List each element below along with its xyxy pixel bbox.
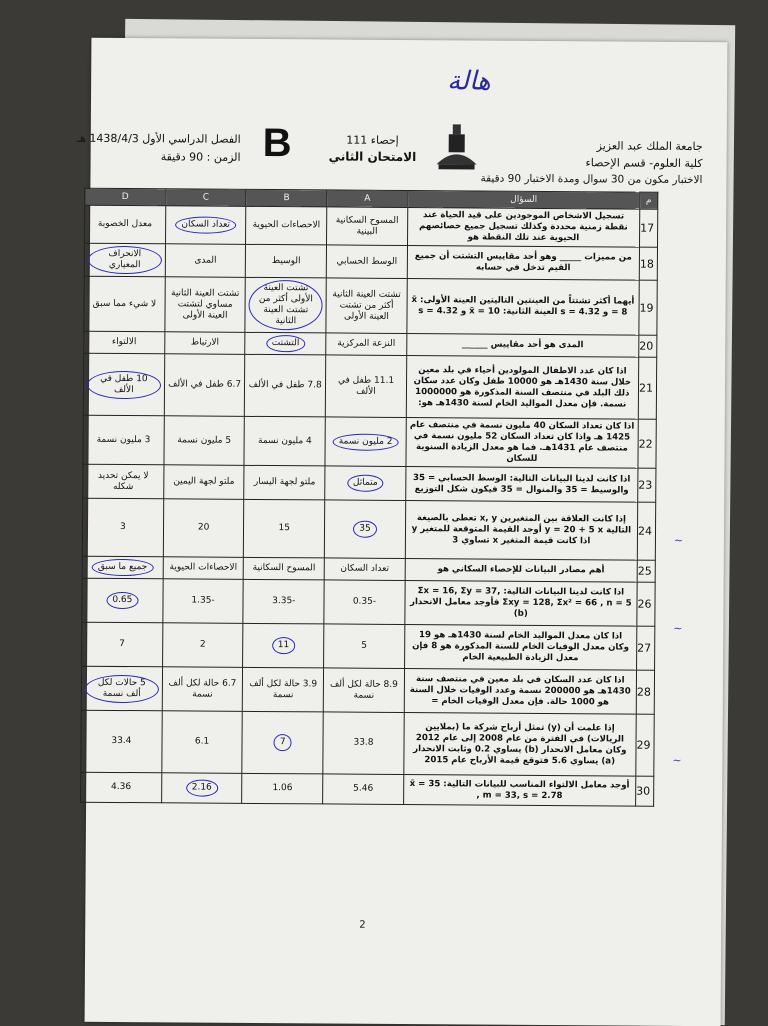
header-university	[586, 137, 703, 172]
option-c-text: -1.35	[191, 595, 215, 606]
option-c	[161, 773, 242, 804]
question-number-text: 23	[638, 478, 653, 492]
option-d-text: 10 طفل في الألف	[87, 370, 161, 399]
option-b	[246, 244, 327, 278]
option-b	[242, 773, 323, 804]
header-c: C	[165, 189, 246, 207]
option-a	[325, 417, 406, 467]
exam-sheet	[76, 38, 728, 1026]
option-a	[325, 355, 406, 418]
exam-instructions: الاختبار مكون من 30 سوال ومدة الاختبار 90 دقيقة	[480, 172, 703, 187]
option-d	[85, 205, 166, 244]
option-a	[323, 712, 404, 775]
option-d	[81, 772, 162, 803]
university-logo-icon	[435, 122, 479, 172]
option-a	[323, 668, 404, 713]
option-a-text: متماثل	[347, 475, 384, 492]
option-b-text: التشتت	[266, 335, 306, 352]
header-semester	[61, 130, 241, 167]
question-text	[405, 558, 637, 582]
option-b	[245, 277, 326, 333]
option-d-text: جميع ما سبق	[92, 559, 153, 576]
option-d	[84, 331, 165, 354]
option-c-text: 2	[199, 639, 206, 650]
question-number-text: 26	[637, 597, 652, 611]
option-b	[244, 499, 325, 558]
option-c	[164, 416, 245, 466]
option-d-text: الانحراف المعياري	[88, 246, 162, 275]
option-a	[323, 774, 404, 805]
question-number-text: 27	[637, 641, 652, 655]
option-c-text: 20	[197, 522, 210, 533]
option-c	[163, 499, 244, 558]
option-b	[242, 711, 323, 774]
option-c	[164, 354, 245, 417]
option-b-text: 15	[278, 523, 291, 534]
question-number	[638, 357, 657, 419]
option-d	[81, 666, 162, 711]
table-row	[81, 710, 654, 776]
option-c	[163, 557, 244, 580]
option-c	[162, 623, 243, 668]
option-b	[246, 206, 327, 245]
option-c	[164, 332, 245, 355]
question-number	[636, 714, 655, 776]
option-a-text: الوسط الحسابي	[336, 256, 398, 267]
option-b-text: -3.35	[272, 596, 296, 607]
option-c-text: المدى	[194, 255, 217, 266]
option-c	[165, 206, 246, 245]
table-row	[82, 578, 655, 626]
option-b-text: 7	[274, 734, 292, 751]
table-row	[83, 353, 656, 419]
option-b-text: تشتت العينة الأولى أكثر من تشتت العينة الثانية	[249, 280, 323, 331]
header-question: السؤال	[408, 191, 640, 210]
question-number	[636, 670, 654, 714]
option-d	[84, 243, 165, 277]
table-row	[85, 205, 658, 247]
header-course	[329, 131, 417, 166]
option-d	[84, 276, 165, 332]
option-b-text: 4 مليون نسمة	[257, 435, 312, 446]
university-name: جامعة الملك عبد العزيز	[596, 139, 703, 154]
option-d	[81, 710, 162, 773]
question-number-text: 25	[637, 564, 652, 578]
header-d: D	[85, 188, 166, 206]
question-text	[404, 668, 636, 714]
option-b-text: 11	[272, 637, 296, 654]
option-b	[245, 354, 326, 417]
option-d-text: 0.65	[106, 592, 138, 609]
question-text-text: المدى هو أحد مقاييس ______	[461, 339, 584, 351]
time-text: الزمن : 90 دقيقة	[160, 150, 241, 164]
option-c	[163, 465, 244, 500]
option-b	[245, 332, 326, 355]
table-row	[83, 464, 656, 502]
option-a-text: المسوح السكانية البينية	[335, 215, 399, 237]
option-a	[324, 558, 405, 581]
question-number	[637, 560, 655, 582]
option-c-text: تعداد السكان	[175, 216, 236, 233]
question-number	[637, 582, 655, 626]
exam-name: الامتحان الثاني	[328, 149, 417, 165]
question-number	[639, 209, 657, 247]
question-number	[638, 419, 656, 468]
option-b-text: 3.9 حالة لكل ألف نسمة	[249, 678, 318, 700]
question-text-text: اذا كانت لدينا البيانات التالية: Σx = 16, Σy = 37, Σxy = 128, Σx² = 66 , n = 5 فأوجد معامل الانحدار (b)	[410, 586, 632, 619]
question-text	[405, 500, 637, 560]
option-a	[327, 207, 408, 246]
table-row	[81, 666, 654, 714]
question-text	[406, 417, 638, 468]
option-b-text: الوسيط	[271, 255, 301, 266]
question-text-text: اذا كان عدد السكان في بلد معين في منتصف سنة 1430هـ هو 200000 نسمة وعدد الوفيات خلال السنة هو 1000 حالة. فإن معدل الوفيات الخام =	[409, 674, 631, 708]
option-a	[326, 333, 407, 356]
question-number-text: 29	[636, 738, 651, 752]
question-number	[639, 280, 658, 335]
question-number	[636, 626, 654, 670]
option-b	[243, 667, 324, 712]
question-text-text: تسجيل الاشخاص الموجودين على قيد الحياة عند نقطة زمنية محددة وكذلك تسجيل جميع خصائصهم الحيوية عند تلك النقطة هو	[419, 210, 628, 244]
questions-table	[80, 188, 658, 807]
question-number	[637, 502, 656, 560]
page-number: 2	[359, 919, 366, 931]
option-c	[165, 277, 246, 333]
option-a-text: تشتت العينة الثانية أكثر من تشتت العينة الأولى	[332, 288, 401, 322]
department-name: كلية العلوم- قسم الإحصاء	[585, 156, 703, 171]
option-a-text: 35	[353, 521, 377, 538]
question-number-text: 20	[639, 339, 654, 353]
option-d-text: معدل الخصوبة	[97, 218, 153, 230]
option-d-text: 5 حالات لكل ألف نسمة	[85, 674, 159, 703]
question-text-text: أهم مصادر البيانات للإحصاء السكاني هو	[437, 564, 605, 576]
question-text	[407, 208, 639, 248]
option-b	[244, 416, 325, 466]
option-c-text: 2.16	[186, 779, 218, 796]
option-d-text: 3 مليون نسمة	[96, 434, 151, 445]
question-number	[639, 335, 657, 357]
option-d-text: لا شيء مما سبق	[92, 298, 157, 309]
option-c	[165, 244, 246, 278]
option-d-text: 7	[119, 639, 125, 650]
question-number	[639, 247, 657, 280]
option-a	[326, 245, 407, 279]
table-row	[82, 622, 655, 670]
table-row	[83, 415, 656, 468]
option-d-text: لا يمكن تحديد شكله	[97, 470, 149, 492]
option-a-text: 5.46	[353, 783, 374, 794]
option-b	[244, 465, 325, 500]
question-text	[406, 355, 638, 419]
handwritten-margin-mark: ~	[673, 533, 684, 547]
question-number-text: 18	[639, 257, 654, 271]
question-text-text: إذا كانت العلاقة بين المتغيرين x, y تعطى بالصيغة التالية y = 20 + 5 x أوجد القيمة المتوقعة للمتغير y اذا كانت قيمة المتغير x تساوي 3	[411, 513, 632, 547]
course-name: إحصاء 111	[346, 133, 399, 147]
question-text	[405, 580, 637, 626]
header-num: م	[640, 192, 658, 209]
option-a	[325, 466, 406, 501]
option-b	[243, 579, 324, 624]
question-text-text: من مميزات _____ وهو أحد مقاييس التشتت أن جميع القيم تدخل في حسابه	[414, 251, 632, 274]
table-row	[82, 498, 655, 560]
option-c	[163, 579, 244, 624]
exam-version: B	[262, 120, 292, 166]
handwritten-margin-mark: ~	[673, 621, 683, 635]
option-b	[243, 623, 324, 668]
header-b: B	[246, 189, 327, 207]
question-text	[407, 279, 639, 336]
option-c-text: تشتت العينة الثانية مساوي لتشتت العينة الأولى	[170, 287, 240, 321]
handwritten-margin-mark: ~	[672, 753, 682, 767]
question-text	[404, 624, 636, 670]
semester-text: الفصل الدراسي الأول 1438/4/3 هـ	[76, 131, 241, 146]
question-number	[638, 468, 656, 502]
option-c-text: ملتو لجهة اليمين	[173, 476, 235, 487]
question-number-text: 17	[640, 221, 655, 235]
option-d-text: 33.4	[111, 735, 132, 747]
option-a-text: 8.9 حالة لكل ألف نسمة	[329, 678, 398, 701]
question-text	[404, 712, 636, 776]
option-d	[82, 556, 163, 579]
option-d	[83, 353, 164, 416]
table-row	[81, 772, 654, 806]
question-number-text: 19	[639, 301, 654, 315]
option-a	[326, 278, 407, 334]
question-number-text: 22	[638, 437, 653, 451]
option-c-text: 5 مليون نسمة	[177, 434, 232, 446]
option-c-text: 6.7 حالة لكل ألف نسمة	[168, 677, 237, 700]
question-text	[403, 774, 635, 806]
option-a-text: 5	[361, 640, 368, 651]
question-number-text: 21	[638, 381, 654, 395]
question-text-text: اذا كان معدل المواليد الخام لسنة 1430هـ هو 19 وكان معدل الوفيات الخام للسنة المذكورة هو 8 فإن معدل الزيادة الطبيعية الخام	[412, 630, 630, 664]
question-number-text: 24	[637, 524, 653, 538]
option-d	[82, 578, 163, 623]
question-text	[406, 466, 638, 502]
option-a	[324, 624, 405, 669]
option-a-text: النزعة المركزية	[337, 338, 396, 349]
option-a-text: تعداد السكان	[340, 563, 390, 574]
question-text	[407, 334, 639, 358]
table-row	[84, 243, 657, 280]
option-d	[83, 415, 164, 465]
question-number-text: 30	[636, 784, 651, 798]
handwritten-signature: هالة	[447, 66, 491, 97]
option-c-text: الاحصاءات الحيوية	[169, 562, 238, 573]
question-text-text: اذا كانت لدينا البيانات التالية: الوسط الحسابي = 35 والوسيط = 35 والمنوال = 35 فيكون شكل التوزيع	[412, 472, 631, 496]
option-a-text: -0.35	[352, 596, 377, 607]
option-b	[244, 557, 325, 580]
question-text-text: اذا كان تعداد السكان 40 مليون نسمة في منتصف عام 1425 هـ واذا كان تعداد السكان 52 مليون نسمة في منتصف عام 1431هـ. فما هو معدل الزيادة السنوية للسكان	[409, 420, 635, 464]
option-d-text: 4.36	[111, 781, 132, 793]
option-b-text: ملتو لجهة اليسار	[253, 476, 316, 488]
question-text-text: أوجد معامل الالتواء المناسب للبيانات التالية: x̄ = 35 , m = 33, s = 2.78	[409, 778, 630, 801]
option-c-text: 6.1	[194, 736, 210, 747]
option-d	[83, 464, 164, 499]
question-number	[635, 776, 653, 806]
option-c-text: الارتباط	[190, 337, 220, 348]
question-text	[407, 246, 639, 281]
option-b-text: 7.8 طفل في الألف	[248, 379, 322, 391]
option-a	[324, 500, 405, 559]
question-text-text: أيهما أكثر تشتتاً من العينتين التاليتين العينة الأولى: x̄ = 8 و s = 4.32 العينة الثانية: x̄ = 10 و s = 4.32	[411, 295, 635, 318]
option-d	[82, 622, 163, 667]
option-c-text: 6.7 طفل في الألف	[168, 379, 242, 390]
option-d	[82, 498, 163, 557]
option-a	[324, 580, 405, 625]
option-b-text: 1.06	[272, 783, 293, 794]
question-text-text: إذا علمت أن (y) تمثل أرباح شركة ما (بملايين الريالات) في الفترة من عام 2008 إلى عام 2012 وكان معامل الانحدار (b) يساوي 0.2 وثابت الانحدار (a) يساوي 5.6 فتوقع قيمة الأرباح عام 2015	[413, 721, 627, 766]
option-c	[162, 711, 243, 774]
option-d-text: 3	[119, 522, 126, 533]
header-a: A	[327, 190, 408, 208]
option-b-text: المسوح السكانية	[252, 562, 316, 574]
option-d-text: الالتواء	[111, 336, 137, 348]
option-c	[162, 667, 243, 712]
question-number-text: 28	[636, 685, 651, 699]
option-b-text: الاحصاءات الحيوية	[252, 219, 321, 231]
option-a-text: 2 مليون نسمة	[333, 433, 399, 450]
question-text-text: اذا كان عدد الاطفال المولودين أحياء في بلد معين خلال سنة 1430هـ هو 10000 طفل وكان عدد سكان ذلك البلد في منتصف السنة المذكورة هو 1000000 نسمة. فإن معدل المواليد الخام لسنة 1430هـ هو:	[413, 364, 632, 410]
option-a-text: 11.1 طفل في الألف	[337, 375, 395, 397]
table-row	[84, 276, 657, 335]
option-a-text: 33.8	[353, 737, 374, 748]
